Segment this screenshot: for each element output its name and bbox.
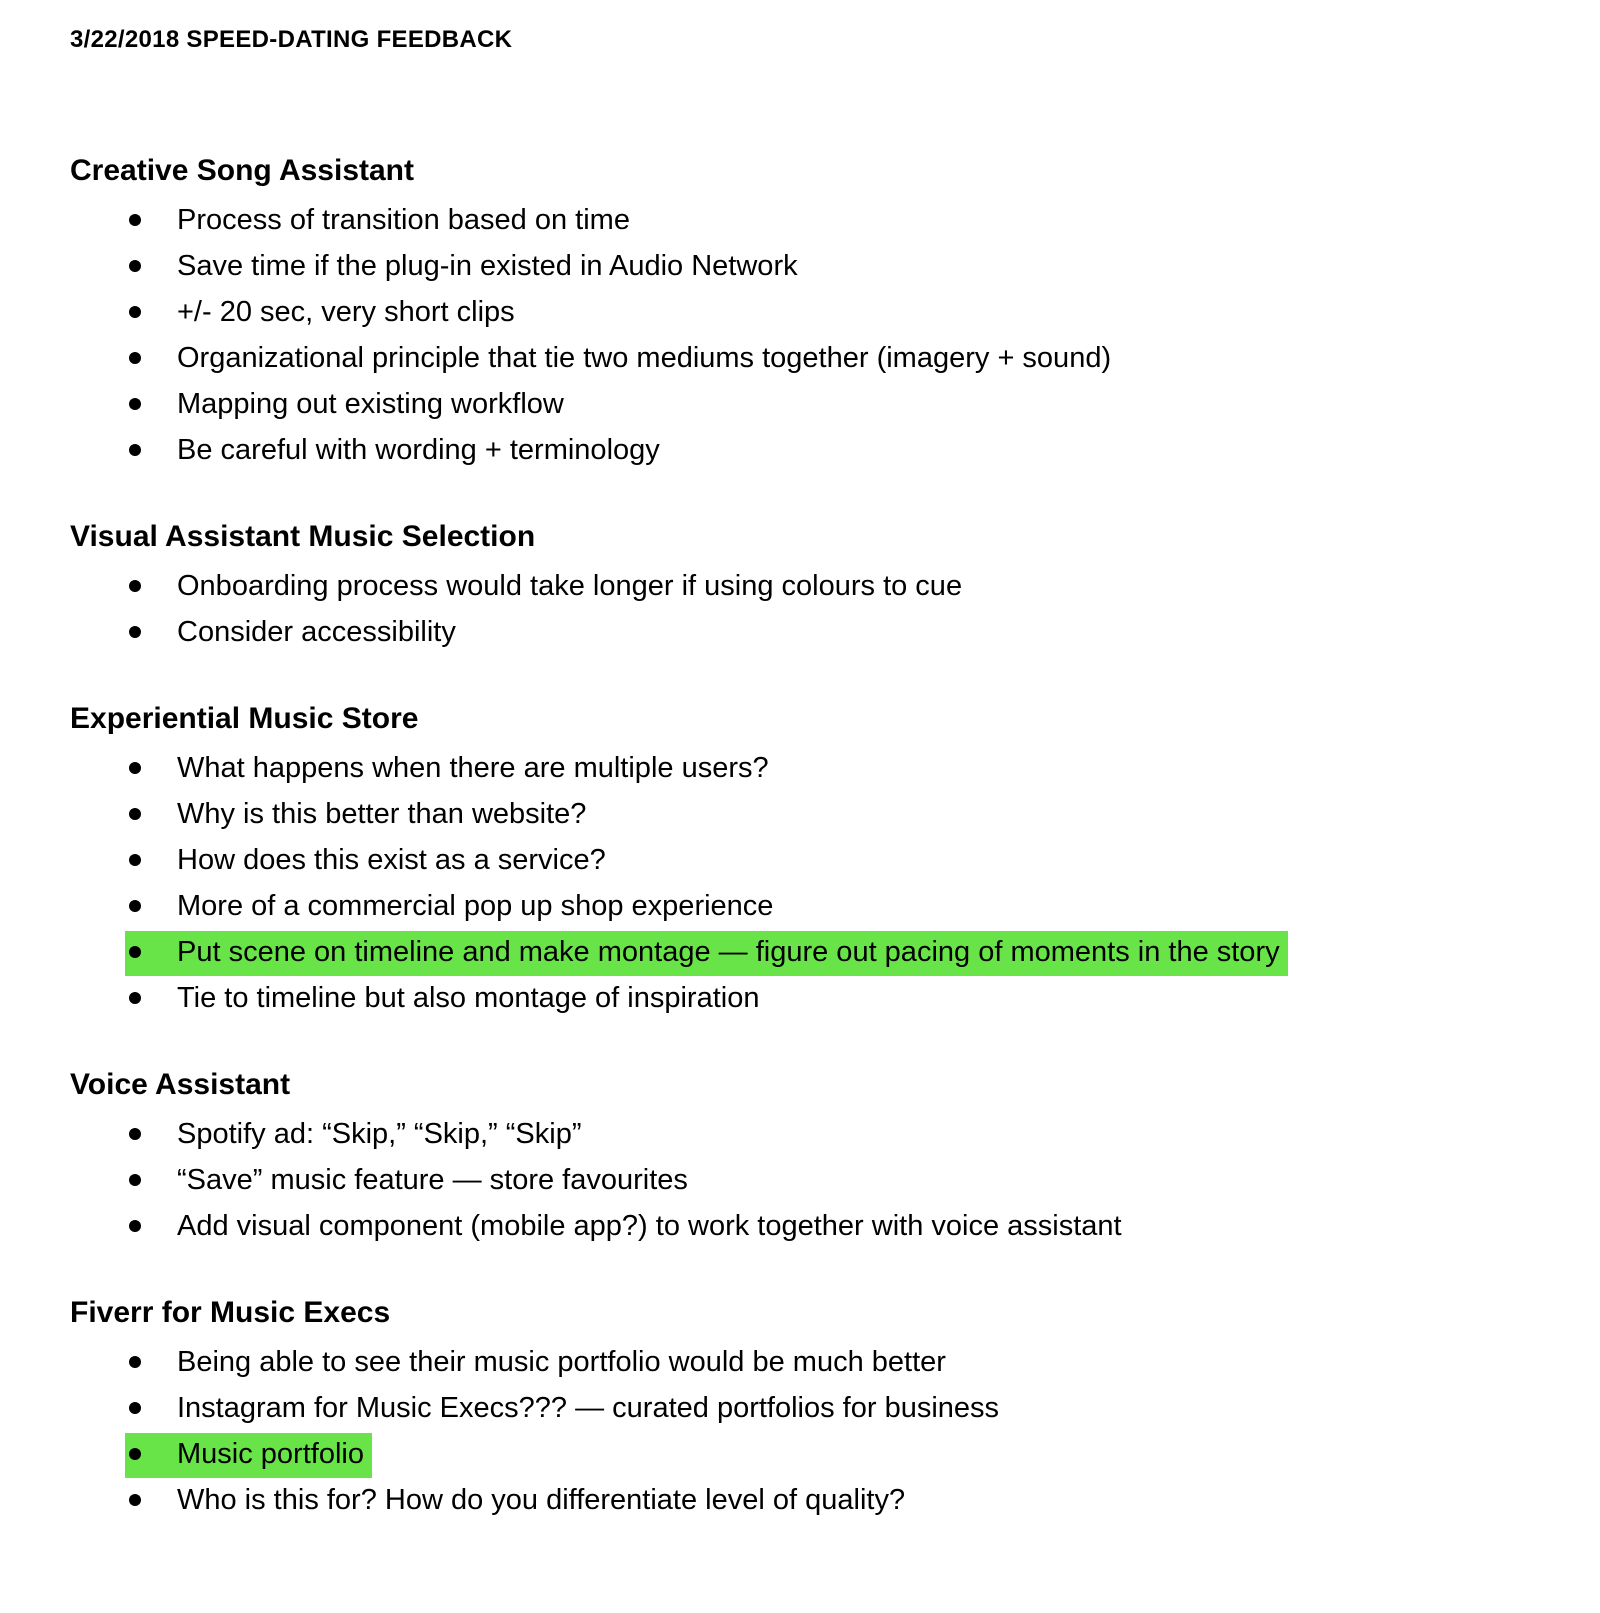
- bullet-line: [125, 245, 806, 290]
- bullet-line: [125, 747, 777, 792]
- list-item: [70, 336, 1530, 382]
- list-item: [70, 1478, 1530, 1524]
- bullet-text: Instagram for Music Execs??? — curated portfolios for business: [177, 1392, 1000, 1424]
- bullet-text: Put scene on timeline and make montage — figure out pacing of moments in the story: [177, 936, 1280, 968]
- list-item: [70, 382, 1530, 428]
- list-item: [70, 198, 1530, 244]
- bullet-dot-icon: [129, 1174, 141, 1186]
- bullet-line: [125, 337, 1119, 382]
- bullet-line: [125, 977, 767, 1022]
- bullet-text: Be careful with wording + terminology: [177, 434, 660, 466]
- bullet-dot-icon: [129, 626, 141, 638]
- bullet-list: [70, 1112, 1530, 1250]
- bullet-text: How does this exist as a service?: [177, 844, 606, 876]
- section-heading: Fiverr for Music Execs: [70, 1296, 391, 1329]
- list-item: [70, 746, 1530, 792]
- section-heading: Creative Song Assistant: [70, 154, 414, 187]
- bullet-line: [125, 839, 614, 884]
- bullet-line: [125, 885, 781, 930]
- bullet-dot-icon: [129, 1402, 141, 1414]
- bullet-text: Who is this for? How do you differentiate level of quality?: [177, 1484, 906, 1516]
- bullet-dot-icon: [129, 992, 141, 1004]
- bullet-line: [125, 611, 464, 656]
- bullet-line: [125, 199, 638, 244]
- list-item: [70, 1386, 1530, 1432]
- bullet-dot-icon: [129, 580, 141, 592]
- bullet-dot-icon: [129, 1128, 141, 1140]
- bullet-text: Organizational principle that tie two mediums together (imagery + sound): [177, 342, 1112, 374]
- list-item: [70, 1158, 1530, 1204]
- section-heading: Experiential Music Store: [70, 702, 419, 735]
- bullet-text: Why is this better than website?: [177, 798, 587, 830]
- bullet-dot-icon: [129, 398, 141, 410]
- section-heading: Visual Assistant Music Selection: [70, 520, 536, 553]
- bullet-text: Being able to see their music portfolio would be much better: [177, 1346, 946, 1378]
- bullet-line: [125, 1159, 696, 1204]
- bullet-list: [70, 198, 1530, 474]
- list-item: [70, 1204, 1530, 1250]
- bullet-text: Add visual component (mobile app?) to work together with voice assistant: [177, 1210, 1122, 1242]
- bullet-text: Process of transition based on time: [177, 204, 630, 236]
- list-item: [70, 838, 1530, 884]
- bullet-text: Tie to timeline but also montage of inspiration: [177, 982, 760, 1014]
- page-title: 3/22/2018 SPEED-DATING FEEDBACK: [70, 26, 513, 53]
- bullet-line: [125, 565, 970, 610]
- bullet-dot-icon: [129, 1494, 141, 1506]
- list-item: [70, 428, 1530, 474]
- bullet-dot-icon: [129, 214, 141, 226]
- bullet-text: Consider accessibility: [177, 616, 456, 648]
- bullet-dot-icon: [129, 946, 141, 958]
- list-item: [70, 610, 1530, 656]
- list-item: [70, 976, 1530, 1022]
- bullet-text: More of a commercial pop up shop experience: [177, 890, 774, 922]
- list-item: [70, 930, 1530, 976]
- bullet-list: [70, 564, 1530, 656]
- list-item: [70, 1432, 1530, 1478]
- bullet-dot-icon: [129, 352, 141, 364]
- list-item: [70, 244, 1530, 290]
- bullet-list: [70, 746, 1530, 1022]
- bullet-text: What happens when there are multiple users?: [177, 752, 769, 784]
- section: [70, 520, 1530, 656]
- bullet-text: Spotify ad: “Skip,” “Skip,” “Skip”: [177, 1118, 582, 1150]
- bullet-text: “Save” music feature — store favourites: [177, 1164, 688, 1196]
- bullet-line: [125, 793, 594, 838]
- list-item: [70, 792, 1530, 838]
- section: [70, 1068, 1530, 1250]
- section: [70, 702, 1530, 1022]
- section: [70, 154, 1530, 474]
- bullet-line: [125, 383, 572, 428]
- list-item: [70, 884, 1530, 930]
- bullet-dot-icon: [129, 306, 141, 318]
- bullet-list: [70, 1340, 1530, 1524]
- list-item: [70, 290, 1530, 336]
- bullet-text: +/- 20 sec, very short clips: [177, 296, 515, 328]
- list-item: [70, 564, 1530, 610]
- bullet-line: [125, 1387, 1007, 1432]
- bullet-line: [125, 291, 523, 336]
- bullet-dot-icon: [129, 900, 141, 912]
- bullet-dot-icon: [129, 444, 141, 456]
- bullet-line: [125, 1205, 1130, 1250]
- bullet-line: [125, 1479, 913, 1524]
- bullet-dot-icon: [129, 808, 141, 820]
- bullet-text: Music portfolio: [177, 1438, 364, 1470]
- section: [70, 1296, 1530, 1524]
- bullet-dot-icon: [129, 1220, 141, 1232]
- bullet-text: Mapping out existing workflow: [177, 388, 564, 420]
- bullet-line: [125, 429, 668, 474]
- bullet-dot-icon: [129, 1448, 141, 1460]
- bullet-text: Save time if the plug-in existed in Audio Network: [177, 250, 798, 282]
- bullet-dot-icon: [129, 1356, 141, 1368]
- bullet-text: Onboarding process would take longer if using colours to cue: [177, 570, 963, 602]
- bullet-line: [125, 1113, 590, 1158]
- bullet-line: [125, 931, 1288, 976]
- section-heading: Voice Assistant: [70, 1068, 291, 1101]
- sections-container: [70, 154, 1530, 1524]
- bullet-line: [125, 1433, 372, 1478]
- list-item: [70, 1112, 1530, 1158]
- bullet-dot-icon: [129, 762, 141, 774]
- bullet-dot-icon: [129, 260, 141, 272]
- bullet-line: [125, 1341, 954, 1386]
- list-item: [70, 1340, 1530, 1386]
- bullet-dot-icon: [129, 854, 141, 866]
